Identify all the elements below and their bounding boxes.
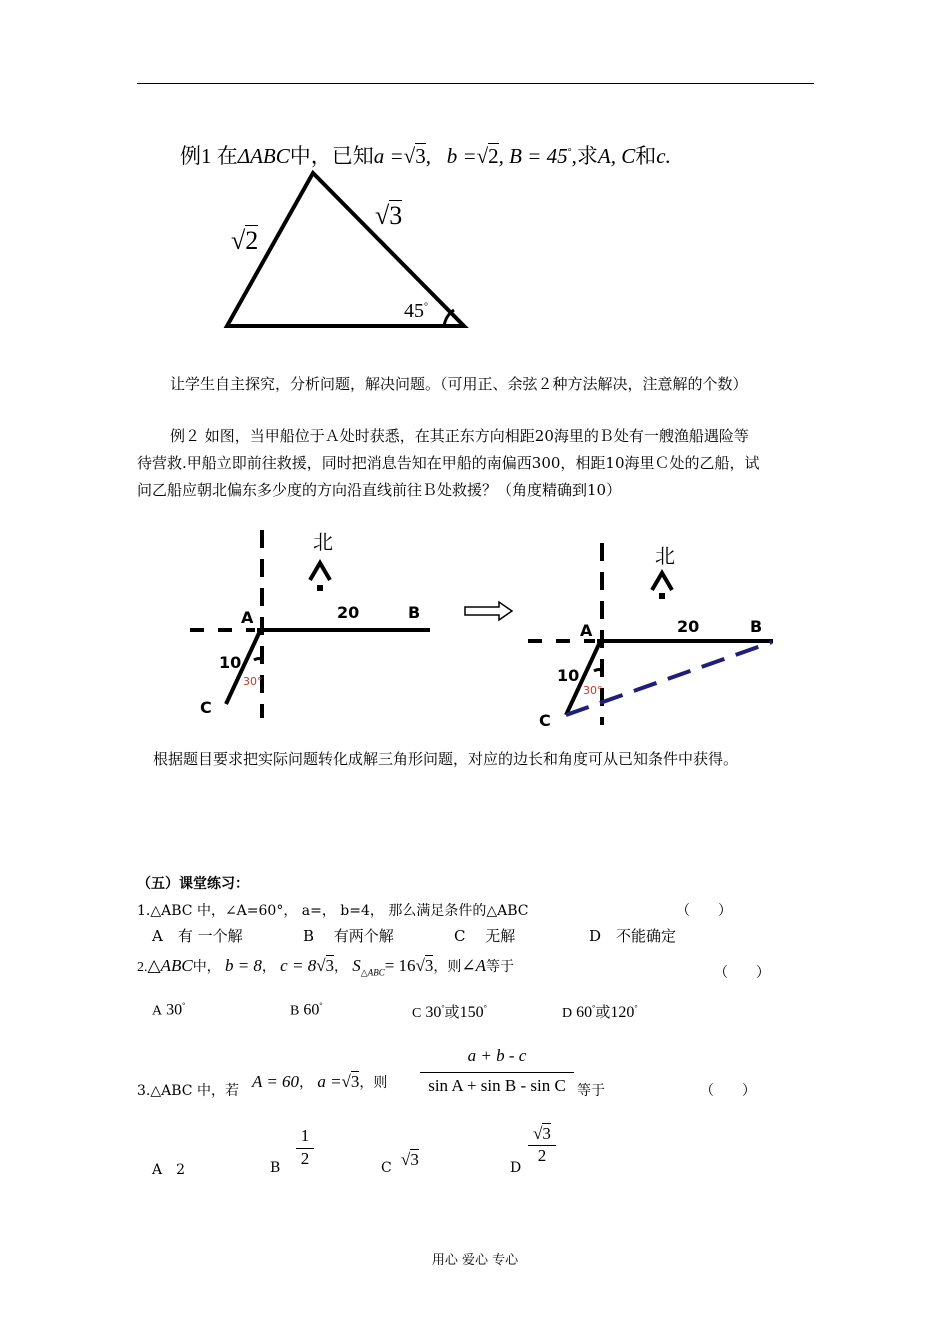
q2-area-rad: 3 — [424, 956, 434, 975]
q2-area-eq: = 16 — [384, 956, 416, 975]
q3-A-eq: A = 60 — [252, 1072, 300, 1091]
q2-option-d — [562, 1001, 638, 1022]
north-label-right: 北 — [655, 544, 675, 568]
example1-deg: ° — [567, 147, 572, 158]
q2-opt-a-deg: ° — [182, 1001, 186, 1010]
q2-opt-c-deg1: ° — [441, 1003, 445, 1013]
q3-fraction — [420, 1046, 574, 1096]
example1-ask: ,求 — [571, 144, 598, 168]
explore-text: 让学生自主探究，分析问题，解决问题。（可用正、余弦２种方法解决，注意解的个数） — [170, 375, 748, 393]
q2-opt-c-value2: 150 — [459, 1004, 484, 1021]
q1-option-d: D 不能确定 — [589, 927, 677, 945]
q3-text: 3.△ABC 中，若 — [137, 1083, 239, 1099]
angle-arc-right — [594, 670, 603, 672]
q3-option-d-fraction — [528, 1124, 556, 1166]
q2-zhong: 中， — [192, 960, 221, 975]
q3-option-c-value: √3 — [401, 1150, 419, 1169]
example1-heading: 例1 在ΔABC中，已知a =√3, b =√2, B = 45°,求A, C和c. — [180, 144, 671, 168]
side-left-value: 2 — [245, 226, 259, 255]
example2-line3: 问乙船应朝北偏东多少度的方向沿直线前往Ｂ处救援？（角度精确到10） — [137, 481, 622, 499]
point-c-right: C — [539, 711, 551, 730]
example1-and: 和 — [635, 144, 657, 168]
example1-triangle: ΔABC — [237, 144, 290, 168]
example2-line1: 例２ 如图，当甲船位于Ａ处时获悉，在其正东方向相距20海里的Ｂ处有一艘渔船遇险等 — [170, 427, 749, 445]
q2-c-eq: c = 8 — [280, 956, 317, 975]
example1-in: 在 — [216, 144, 238, 168]
q3-opt-d-num: √3 — [533, 1124, 551, 1143]
angle-45-deg: ° — [424, 301, 428, 313]
header-rule — [137, 83, 814, 84]
north-arrow-right — [652, 573, 672, 590]
q2-area-sub: △ABC — [360, 967, 385, 978]
q3-opt-b-den: 2 — [296, 1148, 314, 1169]
q2-paren: （ ） — [714, 965, 770, 981]
transform-arrow-icon — [463, 600, 515, 622]
side-right-label: √3 — [375, 201, 403, 230]
q1-text: 1.△ABC 中，∠A=60°， a=， b=4， 那么满足条件的△ABC — [137, 903, 529, 919]
side-left-label: √2 — [231, 226, 259, 255]
example1-a-eq: a = — [373, 144, 404, 168]
example1-c: c. — [656, 144, 671, 168]
angle-45-label — [404, 300, 428, 323]
q1-paren: （ ） — [676, 903, 732, 919]
example2-line2: 待营救.甲船立即前往救援，同时把消息告知在甲船的南偏西300，相距10海里Ｃ处的乙船，试 — [137, 454, 760, 472]
page-footer: 用心 爱心 专心 — [431, 1253, 519, 1268]
q2-equals: 等于 — [486, 960, 515, 975]
q3-numerator: a + b - c — [467, 1046, 527, 1065]
q3-opt-b-num: 1 — [300, 1126, 310, 1145]
q2-opt-d-value1: 60 — [576, 1004, 593, 1021]
q3-a-eq: a = — [317, 1072, 342, 1091]
north-arrow-left — [310, 563, 330, 580]
q2-number: 2. — [137, 960, 148, 975]
q2-opt-d-letter: D — [562, 1006, 573, 1021]
example1-a-value: 3 — [415, 144, 426, 168]
q2-opt-a-letter: A — [152, 1003, 163, 1019]
example1-label: 例1 — [180, 144, 212, 168]
q3-math: A = 60， a =√3，则 — [252, 1072, 388, 1091]
q2-opt-b-letter: B — [290, 1003, 300, 1019]
q3-option-a: A 2 — [152, 1162, 186, 1178]
q3-equals: 等于 — [577, 1083, 605, 1099]
q2-opt-b-deg: ° — [319, 1001, 323, 1010]
q2-text: 2.△ABC中， b = 8， c = 8√3， $S_{\triangle ABC}= 16√3$，则∠A等于 — [137, 956, 515, 978]
q1-option-a: A 有 一个解 — [152, 927, 243, 945]
point-a-left: A — [241, 608, 254, 627]
example1-B-eq: , B = 45 — [498, 144, 568, 168]
conversion-text: 根据题目要求把实际问题转化成解三角形问题，对应的边长和角度可从已知条件中获得。 — [153, 750, 739, 768]
q2-opt-a-value: 30 — [166, 1001, 183, 1019]
q2-c-rad: 3 — [325, 956, 335, 975]
q3-a-rad: 3 — [350, 1072, 360, 1091]
q3-comma: ， — [299, 1076, 314, 1091]
angle-arc-left — [254, 659, 263, 661]
angle-right: 30° — [583, 684, 603, 697]
q3-opt-d-num-rad: 3 — [542, 1124, 551, 1143]
example1-b-value: 2 — [488, 144, 499, 168]
q2-area-s: S — [352, 956, 361, 975]
q2-option-c — [412, 1001, 487, 1022]
angle-arc — [444, 310, 454, 326]
q2-b-eq: b = 8 — [224, 956, 262, 975]
north-dot-right — [659, 593, 665, 599]
q1-option-b: B 有两个解 — [303, 927, 394, 945]
q2-opt-c-deg2: ° — [483, 1003, 487, 1013]
q3-then: ，则 — [359, 1076, 388, 1091]
dist-ab-right: 20 — [677, 617, 700, 636]
q2-opt-c-value1: 30 — [425, 1004, 442, 1021]
example1-ask-vars: A, C — [597, 144, 636, 168]
angle-45-value: 45 — [404, 300, 424, 322]
q3-denominator: sin A + sin B - sin C — [420, 1072, 574, 1096]
side-right-value: 3 — [389, 201, 403, 230]
q2-triangle: △ABC — [147, 956, 193, 975]
q2-comma2: ， — [334, 960, 349, 975]
dist-ab-left: 20 — [337, 603, 360, 622]
q2-then: ，则 — [433, 960, 462, 975]
q3-paren: （ ） — [700, 1083, 756, 1099]
q3-opt-d-den: 2 — [528, 1145, 556, 1166]
q3-option-b-letter: B — [270, 1160, 281, 1176]
q2-option-a — [152, 1001, 185, 1019]
q2-option-b — [290, 1001, 323, 1019]
point-c-left: C — [200, 698, 212, 717]
point-b-left: B — [408, 603, 421, 622]
q2-opt-c-or: 或 — [444, 1005, 460, 1021]
q3-opt-c-rad: 3 — [410, 1150, 419, 1169]
q2-comma: ， — [261, 960, 276, 975]
dist-ac-right: 10 — [557, 666, 580, 685]
point-a-right: A — [580, 621, 593, 640]
example1-mid: 中，已知 — [289, 144, 374, 168]
q3-option-d-letter: D — [510, 1160, 522, 1176]
q2-angle: ∠A — [461, 956, 487, 975]
example1-b-eq: b = — [446, 144, 477, 168]
q3-option-c-letter: C — [381, 1160, 392, 1176]
north-label-left: 北 — [313, 530, 333, 554]
practice-heading: （五）课堂练习： — [137, 876, 249, 892]
triangle-shape — [227, 173, 464, 326]
angle-left: 30° — [243, 675, 263, 688]
point-b-right: B — [750, 617, 763, 636]
q2-opt-d-deg2: ° — [634, 1003, 638, 1013]
q2-opt-d-or: 或 — [595, 1005, 611, 1021]
q3-option-b-fraction — [296, 1126, 314, 1169]
q2-opt-d-value2: 120 — [610, 1004, 635, 1021]
dist-ac-left: 10 — [219, 653, 242, 672]
north-dot-left — [317, 585, 323, 591]
q2-opt-d-deg1: ° — [592, 1003, 596, 1013]
q2-opt-c-letter: C — [412, 1006, 422, 1021]
q1-option-c: C 无解 — [454, 927, 516, 945]
q2-opt-b-value: 60 — [303, 1001, 320, 1019]
